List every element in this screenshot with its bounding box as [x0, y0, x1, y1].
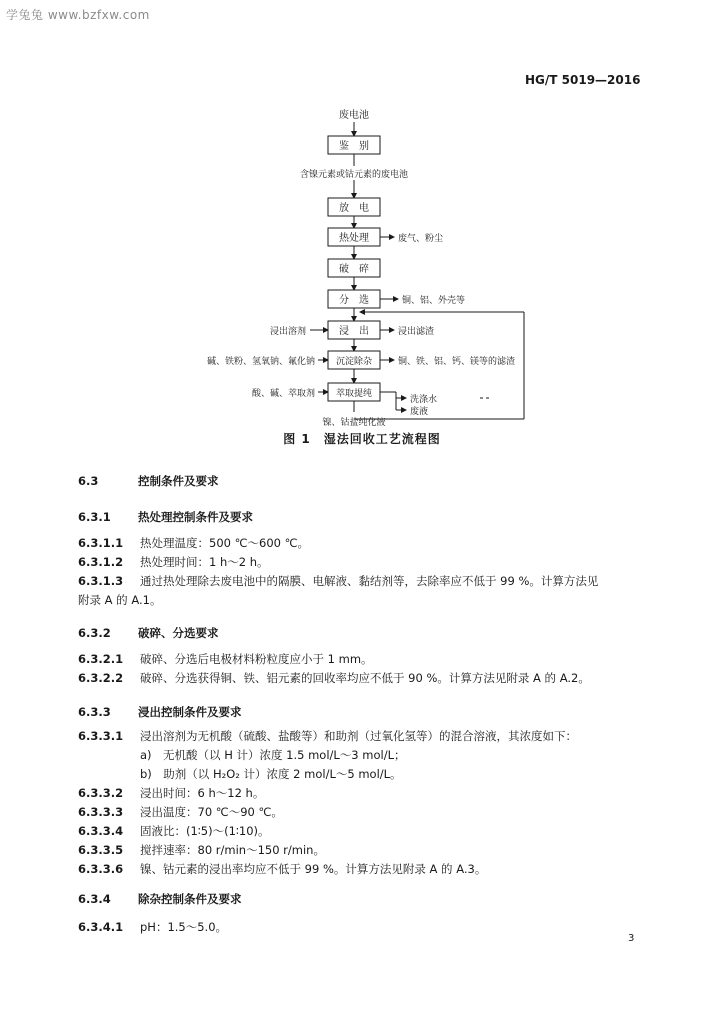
clause-text: 搅拌速率：80 r/min～150 r/min。 — [140, 843, 325, 857]
flow-final-output: 镍、钴盐纯化液 — [322, 418, 386, 428]
body-line — [78, 593, 161, 607]
clause-text: 热处理温度：500 ℃～600 ℃。 — [140, 536, 310, 550]
flow-input-extraction: 酸、碱、萃取剂 — [251, 389, 315, 399]
flow-mid-label: 含镍元素或钴元素的废电池 — [299, 170, 409, 180]
clause-number: 6.3.1 — [78, 510, 111, 524]
flow-step-label-2: 放 电 — [339, 203, 369, 214]
clause-number: 6.3.2.2 — [78, 671, 124, 685]
process-flowchart — [0, 0, 724, 430]
flow-output-leaching: 浸出滤渣 — [398, 327, 435, 337]
flow-output-waste-liquid: 废液 — [410, 407, 429, 417]
clause-text: 破碎、分选后电极材料粉粒度应小于 1 mm。 — [140, 652, 373, 666]
standard-code: HG/T 5019—2016 — [525, 73, 641, 87]
body-line — [78, 729, 577, 743]
clause-number: 6.3.2.1 — [78, 652, 124, 666]
flow-step-label-7: 沉淀除杂 — [335, 357, 373, 367]
clause-text: a) 无机酸（以 H 计）浓度 1.5 mol/L～3 mol/L； — [140, 748, 406, 762]
clause-number: 6.3.3.3 — [78, 805, 124, 819]
body-line — [78, 574, 598, 588]
clause-text: 固液比：(1∶5)～(1∶10)。 — [140, 824, 270, 838]
body-line — [78, 805, 283, 819]
section-heading — [78, 474, 219, 488]
body-line — [78, 920, 227, 934]
section-heading — [78, 892, 242, 906]
clause-text: 热处理时间：1 h～2 h。 — [140, 555, 269, 569]
flow-input-leaching: 浸出溶剂 — [269, 327, 306, 337]
flow-output-wash-water: 洗涤水 — [410, 395, 438, 405]
watermark: 学兔兔 www.bzfxw.com — [6, 8, 150, 22]
flow-step-label-1: 鉴 别 — [339, 141, 369, 152]
clause-number: 6.3.3.2 — [78, 786, 124, 800]
clause-text: b) 助剂（以 H₂O₂ 计）浓度 2 mol/L～5 mol/L。 — [140, 767, 402, 781]
clause-text: 破碎、分选要求 — [138, 626, 219, 640]
body-line — [140, 767, 402, 781]
section-heading — [78, 626, 219, 640]
body-line — [78, 671, 590, 685]
clause-text: 除杂控制条件及要求 — [138, 892, 242, 906]
clause-number: 6.3.1.1 — [78, 536, 124, 550]
clause-number: 6.3 — [78, 474, 99, 488]
body-line — [78, 862, 486, 876]
flow-step-label-5: 分 选 — [339, 295, 369, 306]
clause-number: 6.3.4 — [78, 892, 111, 906]
flow-step-label-6: 浸 出 — [339, 326, 369, 337]
flow-output-precipitation: 铜、铁、铝、钙、镁等的滤渣 — [398, 357, 516, 367]
body-line — [78, 652, 373, 666]
clause-number: 6.3.2 — [78, 626, 111, 640]
clause-number: 6.3.3 — [78, 705, 111, 719]
body-line — [78, 536, 309, 550]
section-heading — [78, 510, 253, 524]
flow-output-sorting: 铜、铝、外壳等 — [402, 296, 466, 306]
clause-text: 破碎、分选获得铜、铁、铝元素的回收率均应不低于 90 %。计算方法见附录 A 的 A.2。 — [140, 671, 590, 685]
clause-number: 6.3.1.2 — [78, 555, 124, 569]
clause-text: pH：1.5～5.0。 — [140, 920, 228, 934]
clause-text: 控制条件及要求 — [138, 474, 219, 488]
clause-number: 6.3.3.4 — [78, 824, 124, 838]
clause-number: 6.3.3.1 — [78, 729, 124, 743]
clause-number: 6.3.1.3 — [78, 574, 124, 588]
flow-output-heat: 废气、粉尘 — [398, 234, 444, 244]
flow-start-label: 废电池 — [339, 110, 369, 121]
flow-step-label-3: 热处理 — [339, 233, 369, 244]
body-line — [78, 843, 325, 857]
section-heading — [78, 705, 242, 719]
flow-step-label-8: 萃取提纯 — [335, 389, 373, 399]
body-line — [78, 824, 270, 838]
figure-caption: 图 1 湿法回收工艺流程图 — [283, 432, 441, 446]
clause-number: 6.3.3.5 — [78, 843, 124, 857]
clause-text: 浸出温度：70 ℃～90 ℃。 — [140, 805, 283, 819]
body-line — [78, 786, 264, 800]
clause-text: 浸出时间：6 h～12 h。 — [140, 786, 265, 800]
clause-text: 通过热处理除去废电池中的隔膜、电解液、黏结剂等，去除率应不低于 99 %。计算方法见 — [140, 574, 599, 588]
clause-number: 6.3.3.6 — [78, 862, 124, 876]
clause-text: 镍、钴元素的浸出率均应不低于 99 %。计算方法见附录 A 的 A.3。 — [140, 862, 487, 876]
clause-text: 浸出控制条件及要求 — [138, 705, 242, 719]
clause-number: 6.3.4.1 — [78, 920, 124, 934]
clause-text: 浸出溶剂为无机酸（硫酸、盐酸等）和助剂（过氧化氢等）的混合溶液，其浓度如下： — [140, 729, 577, 743]
clause-text: 附录 A 的 A.1。 — [78, 593, 162, 607]
page-number: 3 — [628, 933, 635, 944]
flow-step-label-4: 破 碎 — [339, 264, 369, 275]
flow-input-precipitation: 碱、铁粉、氢氧钠、氟化钠 — [206, 357, 315, 367]
clause-text: 热处理控制条件及要求 — [138, 510, 253, 524]
body-line — [78, 555, 269, 569]
body-line — [140, 748, 406, 762]
